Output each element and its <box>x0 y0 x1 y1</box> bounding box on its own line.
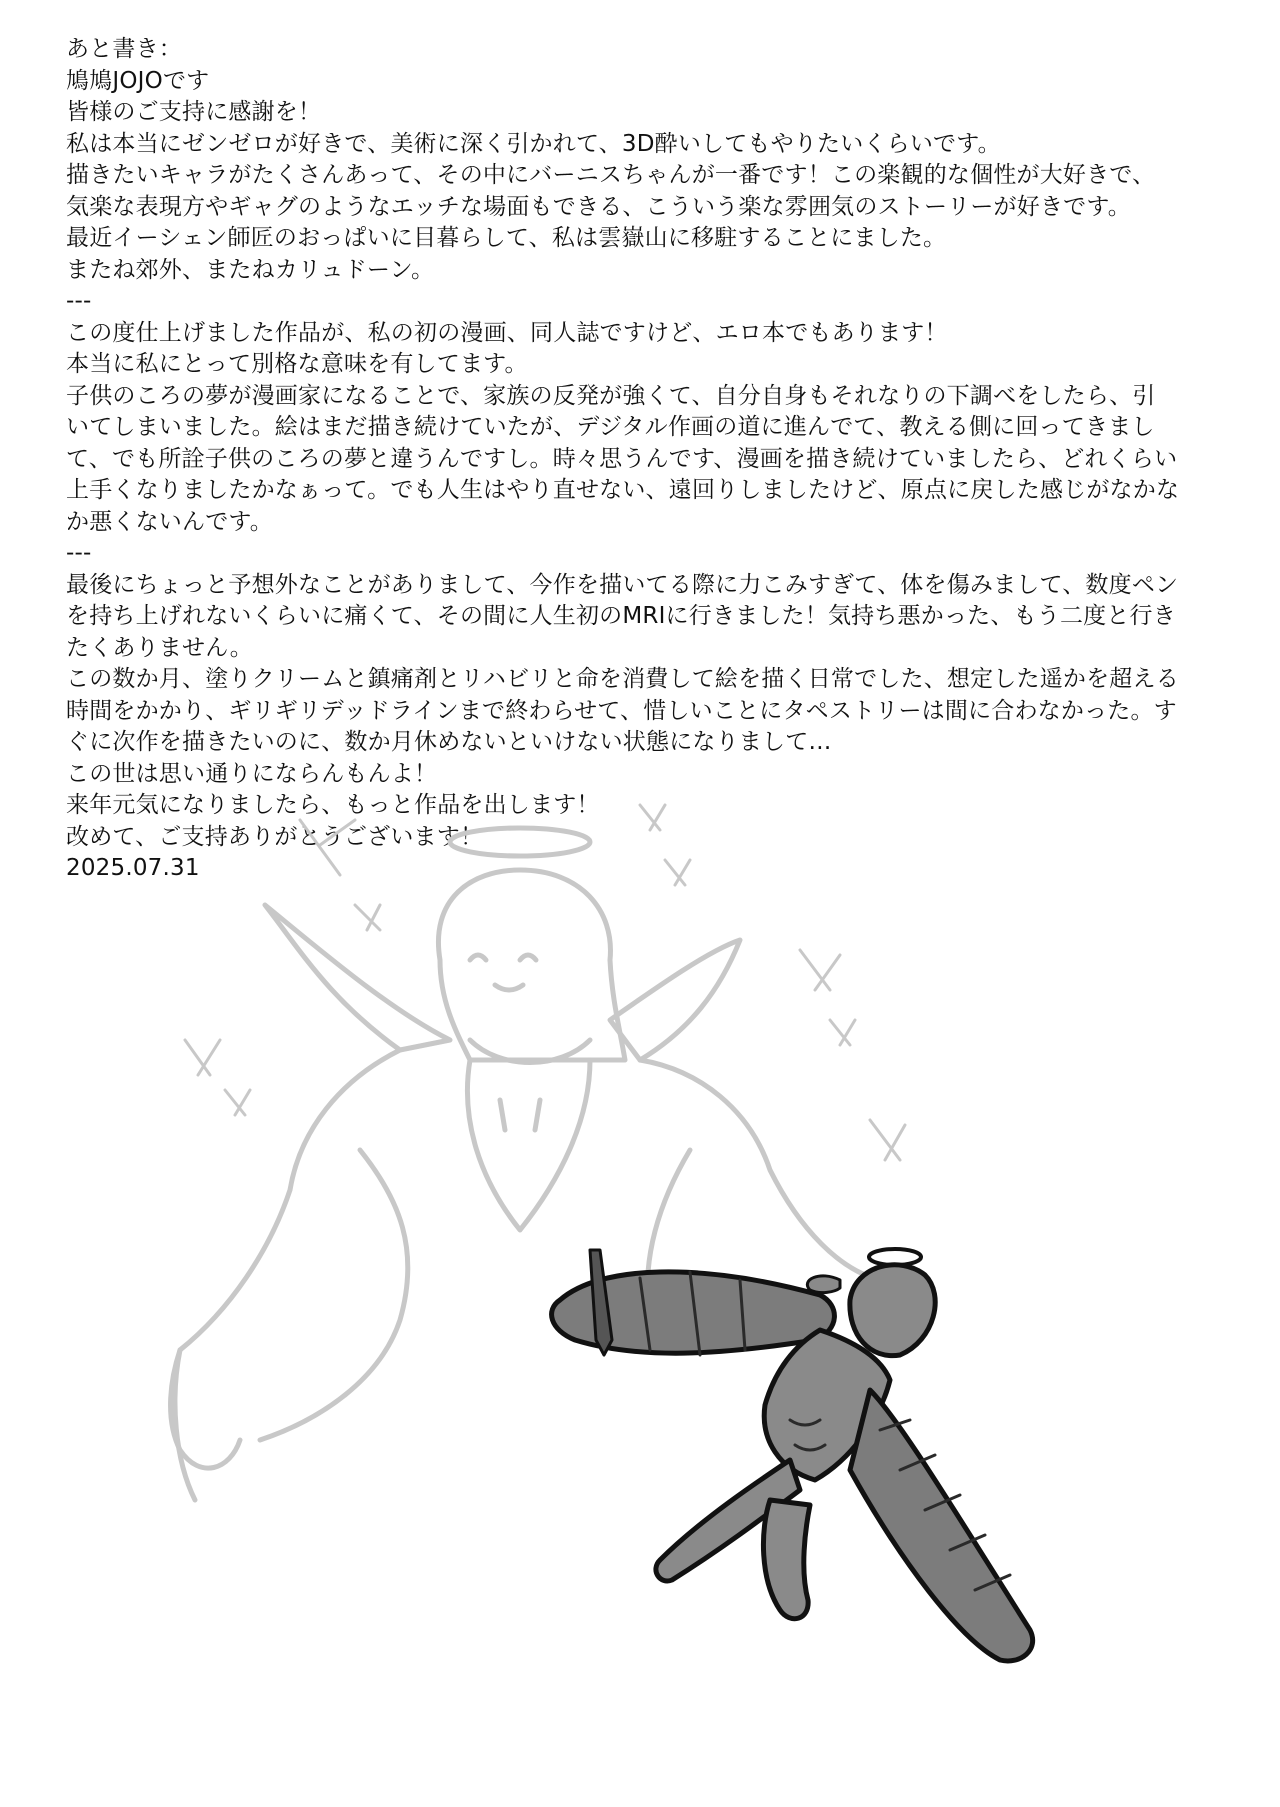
text-line: 改めて、ご支持ありがとうございます！ <box>66 823 484 850</box>
text-line: 描きたいキャラがたくさんあって、その中にバーニスちゃんが一番です！この楽観的な個性が大好きで、 <box>66 162 1156 188</box>
halo-icon <box>450 828 590 856</box>
bandaged-figure <box>552 1249 1033 1661</box>
section-divider: --- <box>66 540 92 566</box>
sparkle-icon <box>185 1040 220 1075</box>
wing-icon <box>807 1276 840 1293</box>
sparkles <box>185 805 905 1160</box>
sparkle-icon <box>830 1020 855 1045</box>
author-line: 鳩鳩JOJOです <box>66 67 210 94</box>
date-line: 2025.07.31 <box>66 855 200 881</box>
text-line: 私は本当にゼンゼロが好きで、美術に深く引かれて、3D酔いしてもやりたいくらいです。 <box>66 130 1001 157</box>
text-line: て、でも所詮子供のころの夢と違うんですし。時々思うんです、漫画を描き続けていましたら、どれくらい <box>66 445 1178 472</box>
text-line: この世は思い通りにならんもんよ！ <box>66 760 438 787</box>
sparkle-icon <box>300 820 355 875</box>
illustration <box>0 800 1280 1807</box>
sparkle-icon <box>870 1120 905 1160</box>
text-line: 最後にちょっと予想外なことがありまして、今作を描いてる際に力こみすぎて、体を傷みまして、数度ペン <box>66 571 1179 598</box>
text-line: 本当に私にとって別格な意味を有してます。 <box>66 351 528 377</box>
text-line: 上手くなりましたかなぁって。でも人生はやり直せない、遠回りしましたけど、原点に戻した感じがなかな <box>66 477 1180 503</box>
text-line: 皆様のご支持に感謝を！ <box>66 99 322 125</box>
sparkle-icon <box>665 860 690 885</box>
text-line: たくありません。 <box>66 634 253 661</box>
afterword-heading: あと書き： <box>66 36 182 62</box>
sparkle-icon <box>225 1090 250 1115</box>
section-divider: --- <box>66 288 92 314</box>
text-line: 時間をかかり、ギリギリデッドラインまで終わらせて、惜しいことにタペストリーは間に合わなかった。す <box>66 697 1177 724</box>
text-line: ぐに次作を描きたいのに、数か月休めないといけない状態になりまして… <box>66 729 832 755</box>
sparkle-icon <box>640 805 665 830</box>
text-line: か悪くないんです。 <box>66 508 273 535</box>
wing-icon <box>610 940 740 1060</box>
text-line: この度仕上げました作品が、私の初の漫画、同人誌ですけど、エロ本でもあります！ <box>66 319 948 346</box>
wing-icon <box>265 905 450 1050</box>
text-line: 気楽な表現方やギャグのようなエッチな場面もできる、こういう楽な雰囲気のストーリーが好きです。 <box>66 193 1131 220</box>
text-line: いてしまいました。絵はまだ描き続けていたが、デジタル作画の道に進んでて、教える側に回ってきまし <box>66 414 1155 440</box>
afterword-text <box>66 34 1216 885</box>
text-line: 子供のころの夢が漫画家になることで、家族の反発が強くて、自分自身もそれなりの下調べをしたら、引 <box>66 382 1156 409</box>
sparkle-icon <box>800 950 840 990</box>
text-line: またね郊外、またねカリュドーン。 <box>66 256 435 283</box>
sparkle-icon <box>355 905 380 930</box>
text-line: 来年元気になりましたら、もっと作品を出します！ <box>66 792 600 818</box>
text-line: 最近イーシェン師匠のおっぱいに目暮らして、私は雲嶽山に移駐することにました。 <box>66 225 947 251</box>
text-line: を持ち上げれないくらいに痛くて、その間に人生初のMRIに行きました！気持ち悪かった、もう二度と行き <box>66 603 1176 629</box>
text-line: この数か月、塗りクリームと鎮痛剤とリハビリと命を消費して絵を描く日常でした、想定した遥かを超える <box>66 666 1179 692</box>
